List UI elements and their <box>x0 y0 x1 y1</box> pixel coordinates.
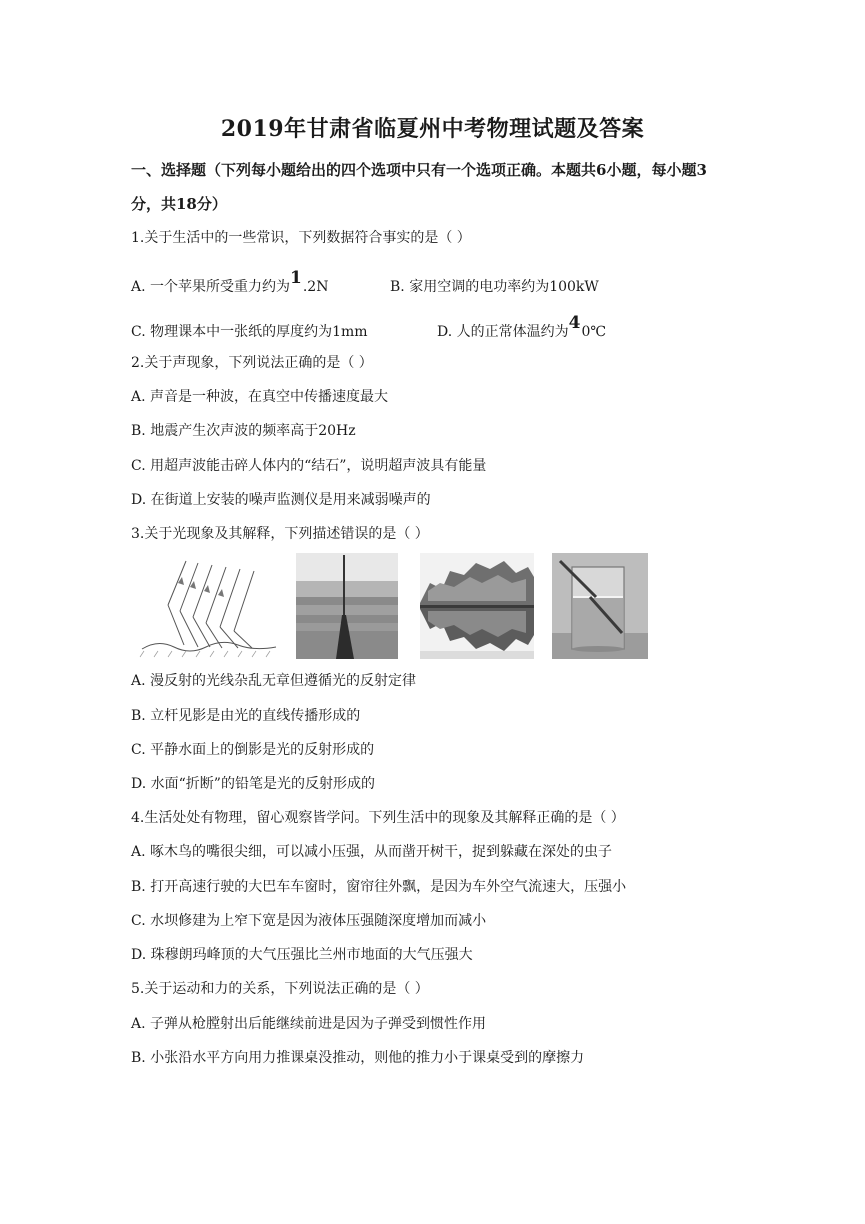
question-5-option-a: A. 子弹从枪膛射出后能继续前进是因为子弹受到惯性作用 <box>131 1016 487 1032</box>
question-1-option-c: C. 物理课本中一张纸的厚度约为1mm <box>131 324 368 340</box>
question-4-option-a: A. 啄木鸟的嘴很尖细，可以减小压强，从而凿开树干，捉到躲藏在深处的虫子 <box>131 844 613 860</box>
question-2-option-a: A. 声音是一种波，在真空中传播速度最大 <box>131 389 389 405</box>
question-1-option-d <box>437 313 607 341</box>
question-1-stem: 1.关于生活中的一些常识，下列数据符合事实的是（ ） <box>131 230 471 246</box>
question-3-option-d: D. 水面“折断”的铅笔是光的反射形成的 <box>131 776 375 792</box>
question-5-option-b: B. 小张沿水平方向用力推课桌没推动，则他的推力小于课桌受到的摩擦力 <box>131 1050 585 1066</box>
question-4-option-c: C. 水坝修建为上窄下宽是因为液体压强随深度增加而减小 <box>131 913 487 929</box>
question-3-option-a: A. 漫反射的光线杂乱无章但遵循光的反射定律 <box>131 673 417 689</box>
question-2-option-d: D. 在街道上安装的噪声监测仪是用来减弱噪声的 <box>131 492 431 508</box>
section-heading-line-2: 分，共18分） <box>131 195 227 213</box>
water-reflection-figure <box>420 553 534 659</box>
question-4-option-d: D. 珠穆朗玛峰顶的大气压强比兰州市地面的大气压强大 <box>131 947 473 963</box>
question-4-stem: 4.生活处处有物理，留心观察皆学问。下列生活中的现象及其解释正确的是（ ） <box>131 810 625 826</box>
pencil-in-water-figure <box>552 553 648 659</box>
question-1-option-b: B. 家用空调的电功率约为100kW <box>390 279 599 295</box>
question-3-option-b: B. 立杆见影是由光的直线传播形成的 <box>131 708 361 724</box>
diffuse-reflection-figure <box>138 553 280 659</box>
question-3-option-c: C. 平静水面上的倒影是光的反射形成的 <box>131 742 375 758</box>
pole-shadow-figure <box>296 553 398 659</box>
question-2-option-c: C. 用超声波能击碎人体内的“结石”，说明超声波具有能量 <box>131 458 487 474</box>
option-a-value: .2N <box>302 279 329 295</box>
question-4-option-b: B. 打开高速行驶的大巴车车窗时，窗帘往外飘，是因为车外空气流速大，压强小 <box>131 879 627 895</box>
option-a-text: A. 一个苹果所受重力约为 <box>131 279 291 295</box>
option-a-superscript: 1 <box>290 268 302 288</box>
section-heading <box>131 153 741 221</box>
section-heading-line-1: 一、选择题（下列每小题给出的四个选项中只有一个选项正确。本题共6小题，每小题3 <box>131 161 707 179</box>
page-title: 2019年甘肃省临夏州中考物理试题及答案 <box>220 116 645 142</box>
option-d-text: D. 人的正常体温约为 <box>437 324 569 340</box>
question-2-option-b: B. 地震产生次声波的频率高于20Hz <box>131 423 356 439</box>
option-d-superscript: 4 <box>568 313 581 333</box>
question-2-stem: 2.关于声现象，下列说法正确的是（ ） <box>131 355 373 371</box>
option-d-value: 0℃ <box>581 324 607 340</box>
question-1-option-a <box>131 268 329 296</box>
question-3-stem: 3.关于光现象及其解释，下列描述错误的是（ ） <box>131 526 429 542</box>
question-5-stem: 5.关于运动和力的关系，下列说法正确的是（ ） <box>131 981 429 997</box>
